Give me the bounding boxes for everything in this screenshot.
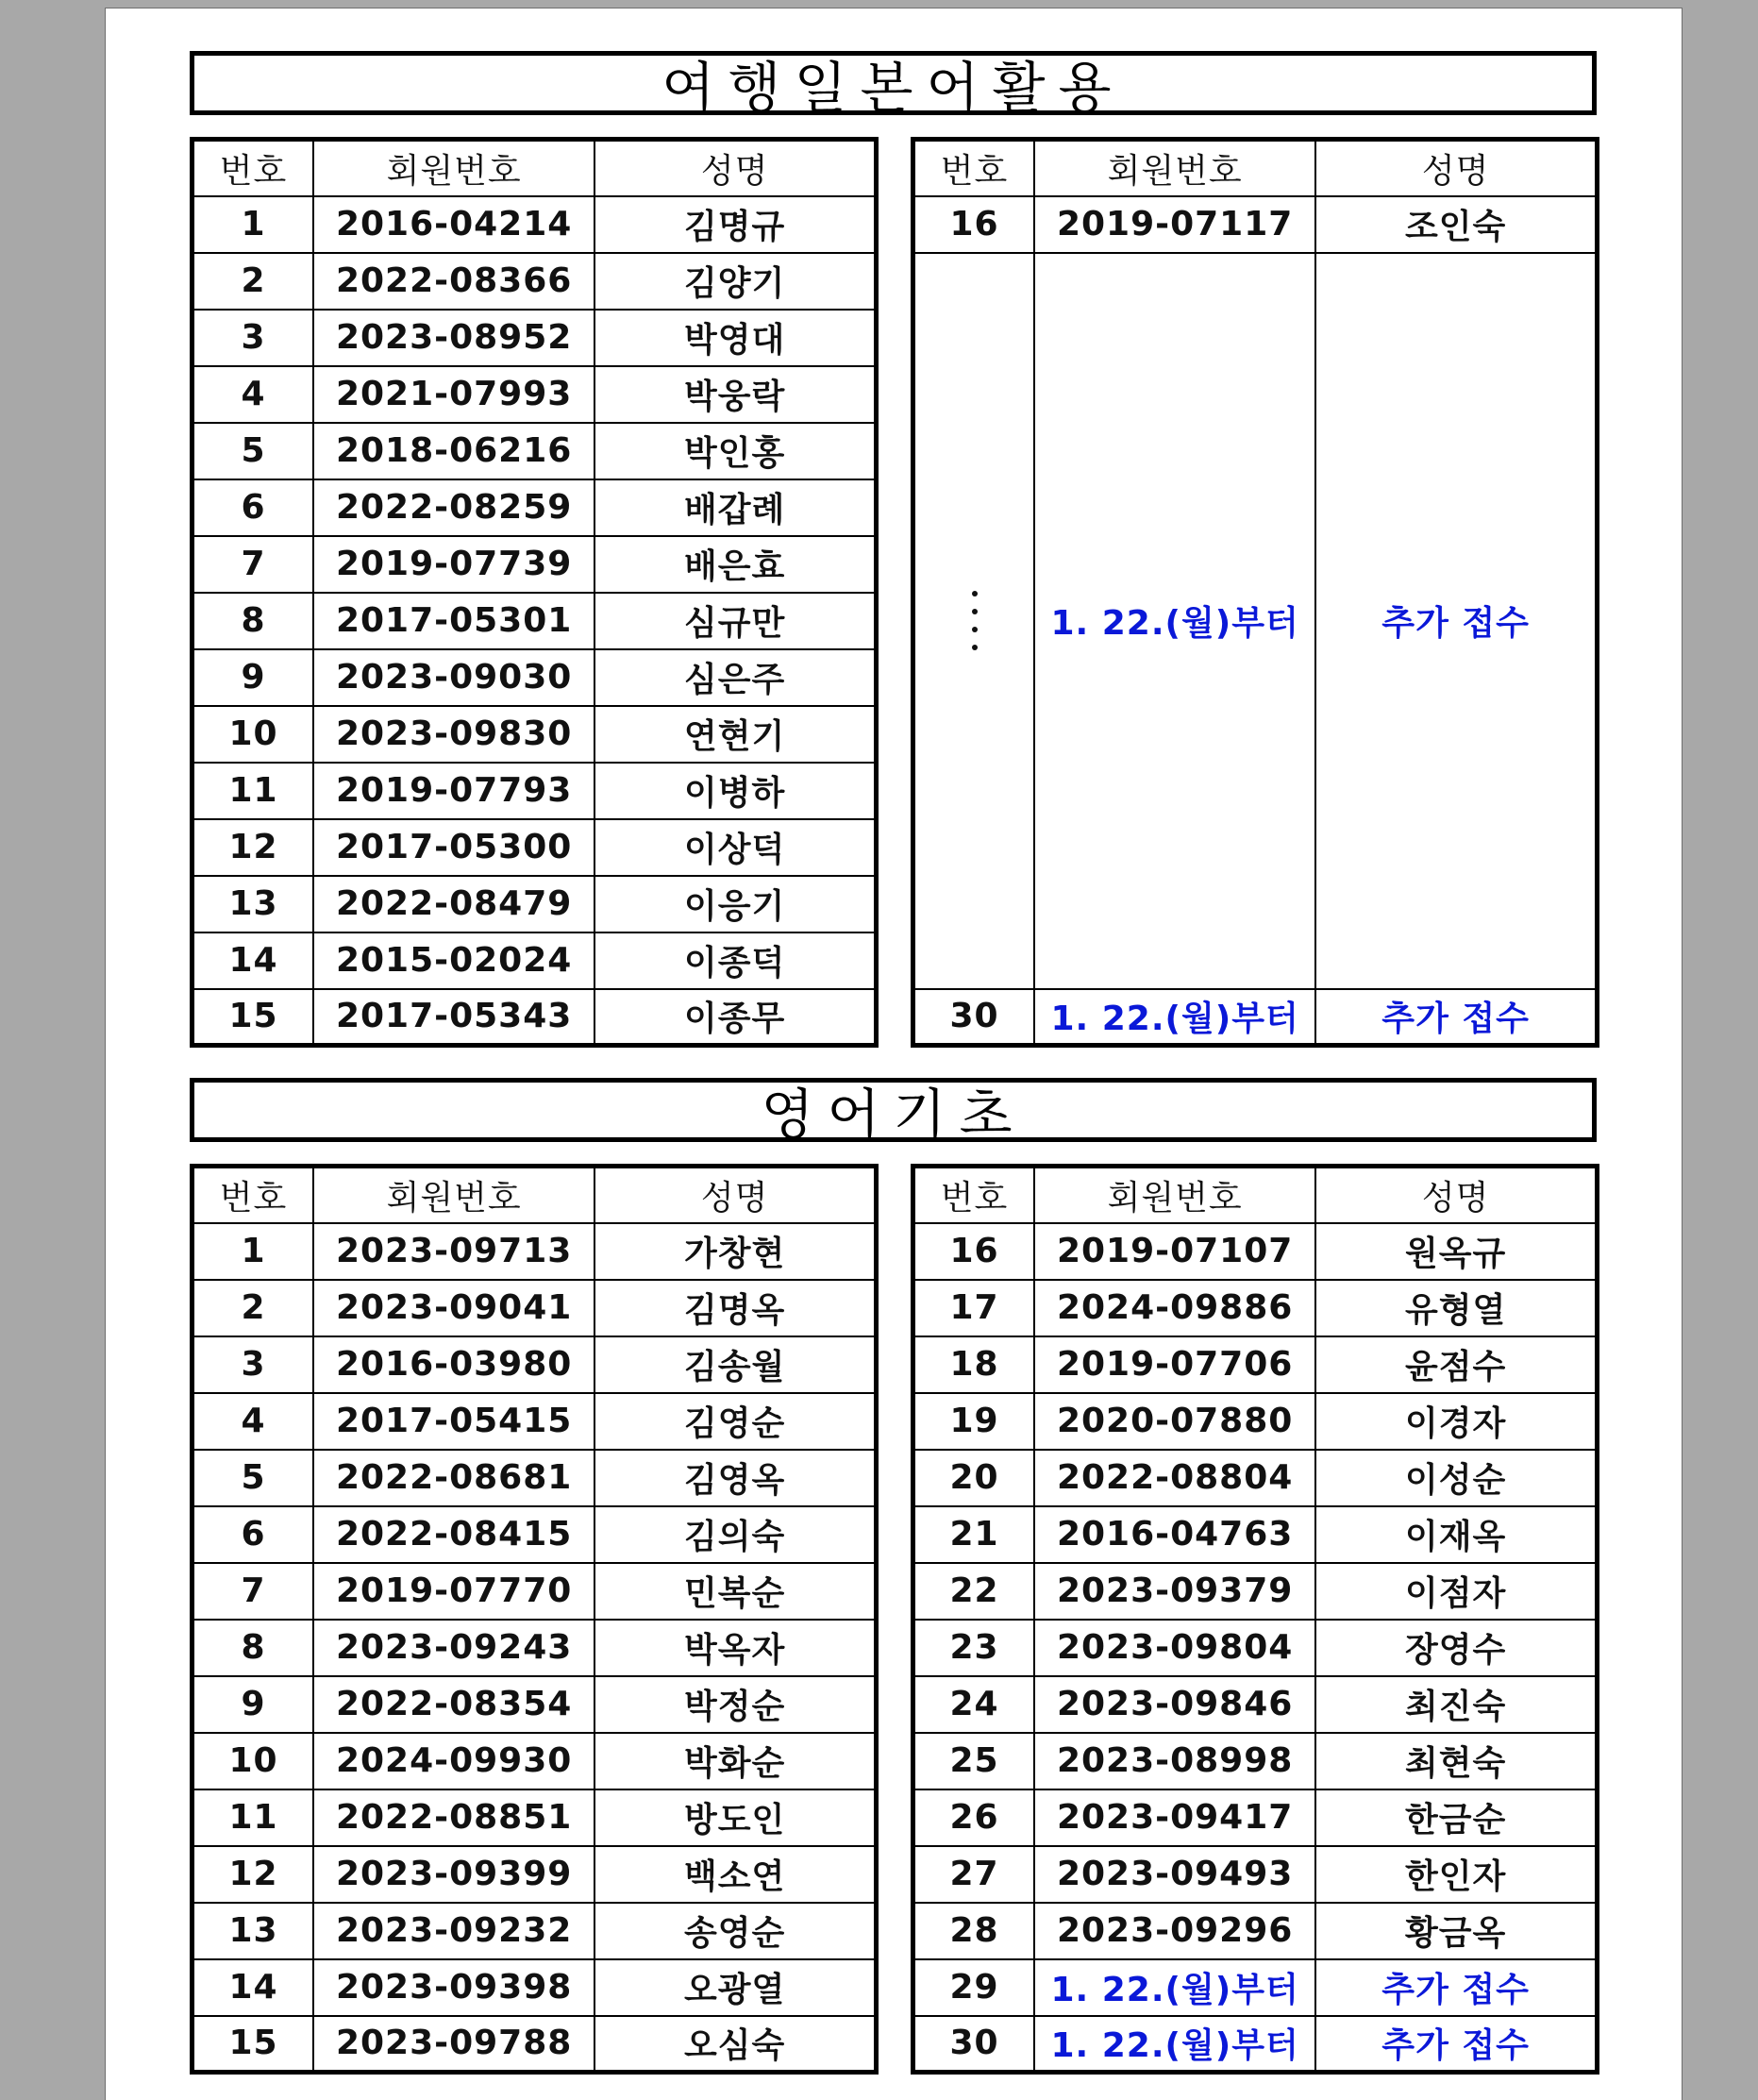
row-no: 10 bbox=[193, 706, 314, 763]
table-row bbox=[193, 706, 877, 763]
table-row bbox=[193, 989, 877, 1046]
row-member-id: 2022-08366 bbox=[313, 253, 594, 310]
section1-left-table bbox=[190, 137, 879, 1048]
row-no: 30 bbox=[913, 989, 1035, 1046]
table-row bbox=[193, 310, 877, 366]
header-member-id: 회원번호 bbox=[313, 140, 594, 196]
row-member-id: 2017-05301 bbox=[313, 593, 594, 649]
row-member-id: 2017-05343 bbox=[313, 989, 594, 1046]
row-no: 26 bbox=[913, 1789, 1035, 1846]
row-no: 23 bbox=[913, 1620, 1035, 1676]
section2-left-table bbox=[190, 1164, 879, 2075]
table-row bbox=[913, 1393, 1598, 1450]
row-name: 조인숙 bbox=[1315, 196, 1597, 253]
table-row bbox=[193, 1959, 877, 2016]
row-name: 이응기 bbox=[594, 876, 876, 932]
row-no: 13 bbox=[193, 876, 314, 932]
row-no: 6 bbox=[193, 479, 314, 536]
section2-title: 영어기초 bbox=[190, 1078, 1597, 1142]
row-name: 김영옥 bbox=[594, 1450, 876, 1506]
row-no: 15 bbox=[193, 989, 314, 1046]
pending-date: 1. 22.(월)부터 bbox=[1034, 253, 1315, 989]
header-member-id: 회원번호 bbox=[1034, 140, 1315, 196]
row-name: 송영순 bbox=[594, 1903, 876, 1959]
row-member-id: 2024-09886 bbox=[1034, 1280, 1315, 1336]
row-member-id: 2023-09846 bbox=[1034, 1676, 1315, 1733]
table-row bbox=[913, 1506, 1598, 1563]
table-row bbox=[193, 366, 877, 423]
row-no: 12 bbox=[193, 819, 314, 876]
row-name: 최진숙 bbox=[1315, 1676, 1597, 1733]
row-member-id: 2023-09296 bbox=[1034, 1903, 1315, 1959]
row-member-id: 2022-08259 bbox=[313, 479, 594, 536]
table-row bbox=[193, 2016, 877, 2073]
row-name: 이병하 bbox=[594, 763, 876, 819]
pending-note: 추가 접수 bbox=[1315, 989, 1597, 1046]
row-member-id: 2022-08804 bbox=[1034, 1450, 1315, 1506]
row-member-id: 2016-03980 bbox=[313, 1336, 594, 1393]
pending-note: 추가 접수 bbox=[1315, 253, 1597, 989]
row-no: 9 bbox=[193, 1676, 314, 1733]
table-row bbox=[913, 989, 1598, 1046]
row-no: 2 bbox=[193, 253, 314, 310]
row-member-id: 2022-08415 bbox=[313, 1506, 594, 1563]
row-member-id: 2017-05300 bbox=[313, 819, 594, 876]
row-name: 연현기 bbox=[594, 706, 876, 763]
row-name: 김영순 bbox=[594, 1393, 876, 1450]
row-no: 30 bbox=[913, 2016, 1035, 2073]
row-member-id: 2024-09930 bbox=[313, 1733, 594, 1789]
table-row bbox=[193, 1903, 877, 1959]
row-name: 한금순 bbox=[1315, 1789, 1597, 1846]
row-name: 박정순 bbox=[594, 1676, 876, 1733]
table-row bbox=[193, 1506, 877, 1563]
header-name: 성명 bbox=[1315, 140, 1597, 196]
table-row bbox=[913, 1336, 1598, 1393]
row-member-id: 2019-07770 bbox=[313, 1563, 594, 1620]
table-row bbox=[193, 819, 877, 876]
pending-date: 1. 22.(월)부터 bbox=[1034, 2016, 1315, 2073]
row-member-id: 2022-08354 bbox=[313, 1676, 594, 1733]
row-no: 3 bbox=[193, 310, 314, 366]
row-member-id: 2023-09379 bbox=[1034, 1563, 1315, 1620]
row-name: 김명옥 bbox=[594, 1280, 876, 1336]
table-row bbox=[193, 593, 877, 649]
row-no: 4 bbox=[193, 1393, 314, 1450]
row-member-id: 2019-07739 bbox=[313, 536, 594, 593]
pending-block-row bbox=[913, 253, 1598, 989]
row-member-id: 2023-09830 bbox=[313, 706, 594, 763]
row-member-id: 2015-02024 bbox=[313, 932, 594, 989]
row-no: 14 bbox=[193, 1959, 314, 2016]
row-name: 이성순 bbox=[1315, 1450, 1597, 1506]
row-member-id: 2023-09041 bbox=[313, 1280, 594, 1336]
row-name: 배은효 bbox=[594, 536, 876, 593]
table-row bbox=[193, 253, 877, 310]
row-name: 박인홍 bbox=[594, 423, 876, 479]
row-name: 황금옥 bbox=[1315, 1903, 1597, 1959]
row-no: 11 bbox=[193, 1789, 314, 1846]
row-no: 1 bbox=[193, 196, 314, 253]
row-member-id: 2022-08681 bbox=[313, 1450, 594, 1506]
table-row bbox=[913, 1846, 1598, 1903]
table-row bbox=[193, 1450, 877, 1506]
row-no: 28 bbox=[913, 1903, 1035, 1959]
table-row bbox=[193, 536, 877, 593]
row-member-id: 2017-05415 bbox=[313, 1393, 594, 1450]
row-no: 8 bbox=[193, 593, 314, 649]
table-row bbox=[913, 2016, 1598, 2073]
row-no: 19 bbox=[913, 1393, 1035, 1450]
row-member-id: 2019-07107 bbox=[1034, 1223, 1315, 1280]
table-row bbox=[913, 1620, 1598, 1676]
table-row bbox=[193, 423, 877, 479]
row-member-id: 2023-09804 bbox=[1034, 1620, 1315, 1676]
row-no: 16 bbox=[913, 196, 1035, 253]
table-row bbox=[193, 1336, 877, 1393]
header-member-id: 회원번호 bbox=[1034, 1167, 1315, 1223]
pending-date: 1. 22.(월)부터 bbox=[1034, 989, 1315, 1046]
row-member-id: 2022-08479 bbox=[313, 876, 594, 932]
table-row bbox=[193, 1733, 877, 1789]
row-name: 백소연 bbox=[594, 1846, 876, 1903]
row-name: 배갑례 bbox=[594, 479, 876, 536]
row-member-id: 2023-09713 bbox=[313, 1223, 594, 1280]
row-no: 12 bbox=[193, 1846, 314, 1903]
table-row bbox=[193, 649, 877, 706]
row-name: 심규만 bbox=[594, 593, 876, 649]
row-name: 박옥자 bbox=[594, 1620, 876, 1676]
row-no: 11 bbox=[193, 763, 314, 819]
row-name: 원옥규 bbox=[1315, 1223, 1597, 1280]
table-row bbox=[193, 1280, 877, 1336]
pending-note: 추가 접수 bbox=[1315, 1959, 1597, 2016]
ellipsis-cell bbox=[913, 253, 1035, 989]
row-no: 7 bbox=[193, 1563, 314, 1620]
row-name: 가창현 bbox=[594, 1223, 876, 1280]
table-row bbox=[193, 479, 877, 536]
row-name: 김양기 bbox=[594, 253, 876, 310]
table-row bbox=[913, 1280, 1598, 1336]
row-member-id: 2018-06216 bbox=[313, 423, 594, 479]
table-row bbox=[913, 1903, 1598, 1959]
row-name: 이종무 bbox=[594, 989, 876, 1046]
table-row bbox=[913, 1563, 1598, 1620]
table-row bbox=[193, 1620, 877, 1676]
row-no: 5 bbox=[193, 1450, 314, 1506]
row-name: 박화순 bbox=[594, 1733, 876, 1789]
pending-date: 1. 22.(월)부터 bbox=[1034, 1959, 1315, 2016]
row-member-id: 2023-09399 bbox=[313, 1846, 594, 1903]
row-member-id: 2019-07706 bbox=[1034, 1336, 1315, 1393]
table-row bbox=[193, 1223, 877, 1280]
row-name: 심은주 bbox=[594, 649, 876, 706]
row-name: 김명규 bbox=[594, 196, 876, 253]
row-no: 27 bbox=[913, 1846, 1035, 1903]
section1-title: 여행일본어활용 bbox=[190, 51, 1597, 115]
table-row bbox=[193, 763, 877, 819]
row-member-id: 2021-07993 bbox=[313, 366, 594, 423]
table-row bbox=[193, 1393, 877, 1450]
table-row bbox=[913, 1676, 1598, 1733]
table-row bbox=[193, 932, 877, 989]
row-member-id: 2020-07880 bbox=[1034, 1393, 1315, 1450]
row-member-id: 2023-08952 bbox=[313, 310, 594, 366]
row-no: 15 bbox=[193, 2016, 314, 2073]
header-name: 성명 bbox=[594, 140, 876, 196]
row-name: 최현숙 bbox=[1315, 1733, 1597, 1789]
table-header-row bbox=[193, 1167, 877, 1223]
header-name: 성명 bbox=[1315, 1167, 1597, 1223]
row-member-id: 2019-07793 bbox=[313, 763, 594, 819]
row-name: 민복순 bbox=[594, 1563, 876, 1620]
row-no: 1 bbox=[193, 1223, 314, 1280]
row-no: 22 bbox=[913, 1563, 1035, 1620]
row-name: 이종덕 bbox=[594, 932, 876, 989]
table-row bbox=[193, 876, 877, 932]
table-row bbox=[913, 1959, 1598, 2016]
row-member-id: 2023-09030 bbox=[313, 649, 594, 706]
row-member-id: 2023-09493 bbox=[1034, 1846, 1315, 1903]
section1-right-table bbox=[911, 137, 1599, 1048]
row-name: 유형열 bbox=[1315, 1280, 1597, 1336]
header-no: 번호 bbox=[913, 1167, 1035, 1223]
row-no: 13 bbox=[193, 1903, 314, 1959]
table-row bbox=[913, 1223, 1598, 1280]
row-no: 6 bbox=[193, 1506, 314, 1563]
row-name: 박영대 bbox=[594, 310, 876, 366]
row-name: 오광열 bbox=[594, 1959, 876, 2016]
row-no: 17 bbox=[913, 1280, 1035, 1336]
row-no: 16 bbox=[913, 1223, 1035, 1280]
row-member-id: 2019-07117 bbox=[1034, 196, 1315, 253]
table-row bbox=[913, 1450, 1598, 1506]
row-member-id: 2023-09243 bbox=[313, 1620, 594, 1676]
row-no: 7 bbox=[193, 536, 314, 593]
table-header-row bbox=[913, 140, 1598, 196]
table-row bbox=[913, 196, 1598, 253]
row-name: 이점자 bbox=[1315, 1563, 1597, 1620]
row-name: 윤점수 bbox=[1315, 1336, 1597, 1393]
row-no: 3 bbox=[193, 1336, 314, 1393]
row-member-id: 2016-04214 bbox=[313, 196, 594, 253]
row-member-id: 2023-08998 bbox=[1034, 1733, 1315, 1789]
row-name: 이재옥 bbox=[1315, 1506, 1597, 1563]
table-row bbox=[193, 1789, 877, 1846]
row-name: 이상덕 bbox=[594, 819, 876, 876]
row-name: 김송월 bbox=[594, 1336, 876, 1393]
row-no: 4 bbox=[193, 366, 314, 423]
row-member-id: 2022-08851 bbox=[313, 1789, 594, 1846]
table-header-row bbox=[193, 140, 877, 196]
row-name: 오심숙 bbox=[594, 2016, 876, 2073]
row-member-id: 2023-09398 bbox=[313, 1959, 594, 2016]
pending-note: 추가 접수 bbox=[1315, 2016, 1597, 2073]
row-name: 장영수 bbox=[1315, 1620, 1597, 1676]
row-no: 9 bbox=[193, 649, 314, 706]
row-no: 5 bbox=[193, 423, 314, 479]
table-row bbox=[913, 1733, 1598, 1789]
table-row bbox=[193, 1676, 877, 1733]
row-member-id: 2016-04763 bbox=[1034, 1506, 1315, 1563]
row-no: 18 bbox=[913, 1336, 1035, 1393]
row-name: 이경자 bbox=[1315, 1393, 1597, 1450]
table-row bbox=[193, 1563, 877, 1620]
row-no: 29 bbox=[913, 1959, 1035, 2016]
row-name: 한인자 bbox=[1315, 1846, 1597, 1903]
table-row bbox=[193, 196, 877, 253]
row-no: 20 bbox=[913, 1450, 1035, 1506]
row-name: 박웅락 bbox=[594, 366, 876, 423]
row-no: 25 bbox=[913, 1733, 1035, 1789]
row-name: 김의숙 bbox=[594, 1506, 876, 1563]
section2-right-table bbox=[911, 1164, 1599, 2075]
row-no: 14 bbox=[193, 932, 314, 989]
row-no: 8 bbox=[193, 1620, 314, 1676]
header-no: 번호 bbox=[193, 1167, 314, 1223]
row-member-id: 2023-09417 bbox=[1034, 1789, 1315, 1846]
table-row bbox=[193, 1846, 877, 1903]
vertical-ellipsis-icon bbox=[915, 591, 1033, 650]
row-member-id: 2023-09788 bbox=[313, 2016, 594, 2073]
row-no: 24 bbox=[913, 1676, 1035, 1733]
row-member-id: 2023-09232 bbox=[313, 1903, 594, 1959]
header-no: 번호 bbox=[913, 140, 1035, 196]
header-member-id: 회원번호 bbox=[313, 1167, 594, 1223]
header-no: 번호 bbox=[193, 140, 314, 196]
row-no: 10 bbox=[193, 1733, 314, 1789]
table-header-row bbox=[913, 1167, 1598, 1223]
row-name: 방도인 bbox=[594, 1789, 876, 1846]
header-name: 성명 bbox=[594, 1167, 876, 1223]
row-no: 2 bbox=[193, 1280, 314, 1336]
table-row bbox=[913, 1789, 1598, 1846]
row-no: 21 bbox=[913, 1506, 1035, 1563]
